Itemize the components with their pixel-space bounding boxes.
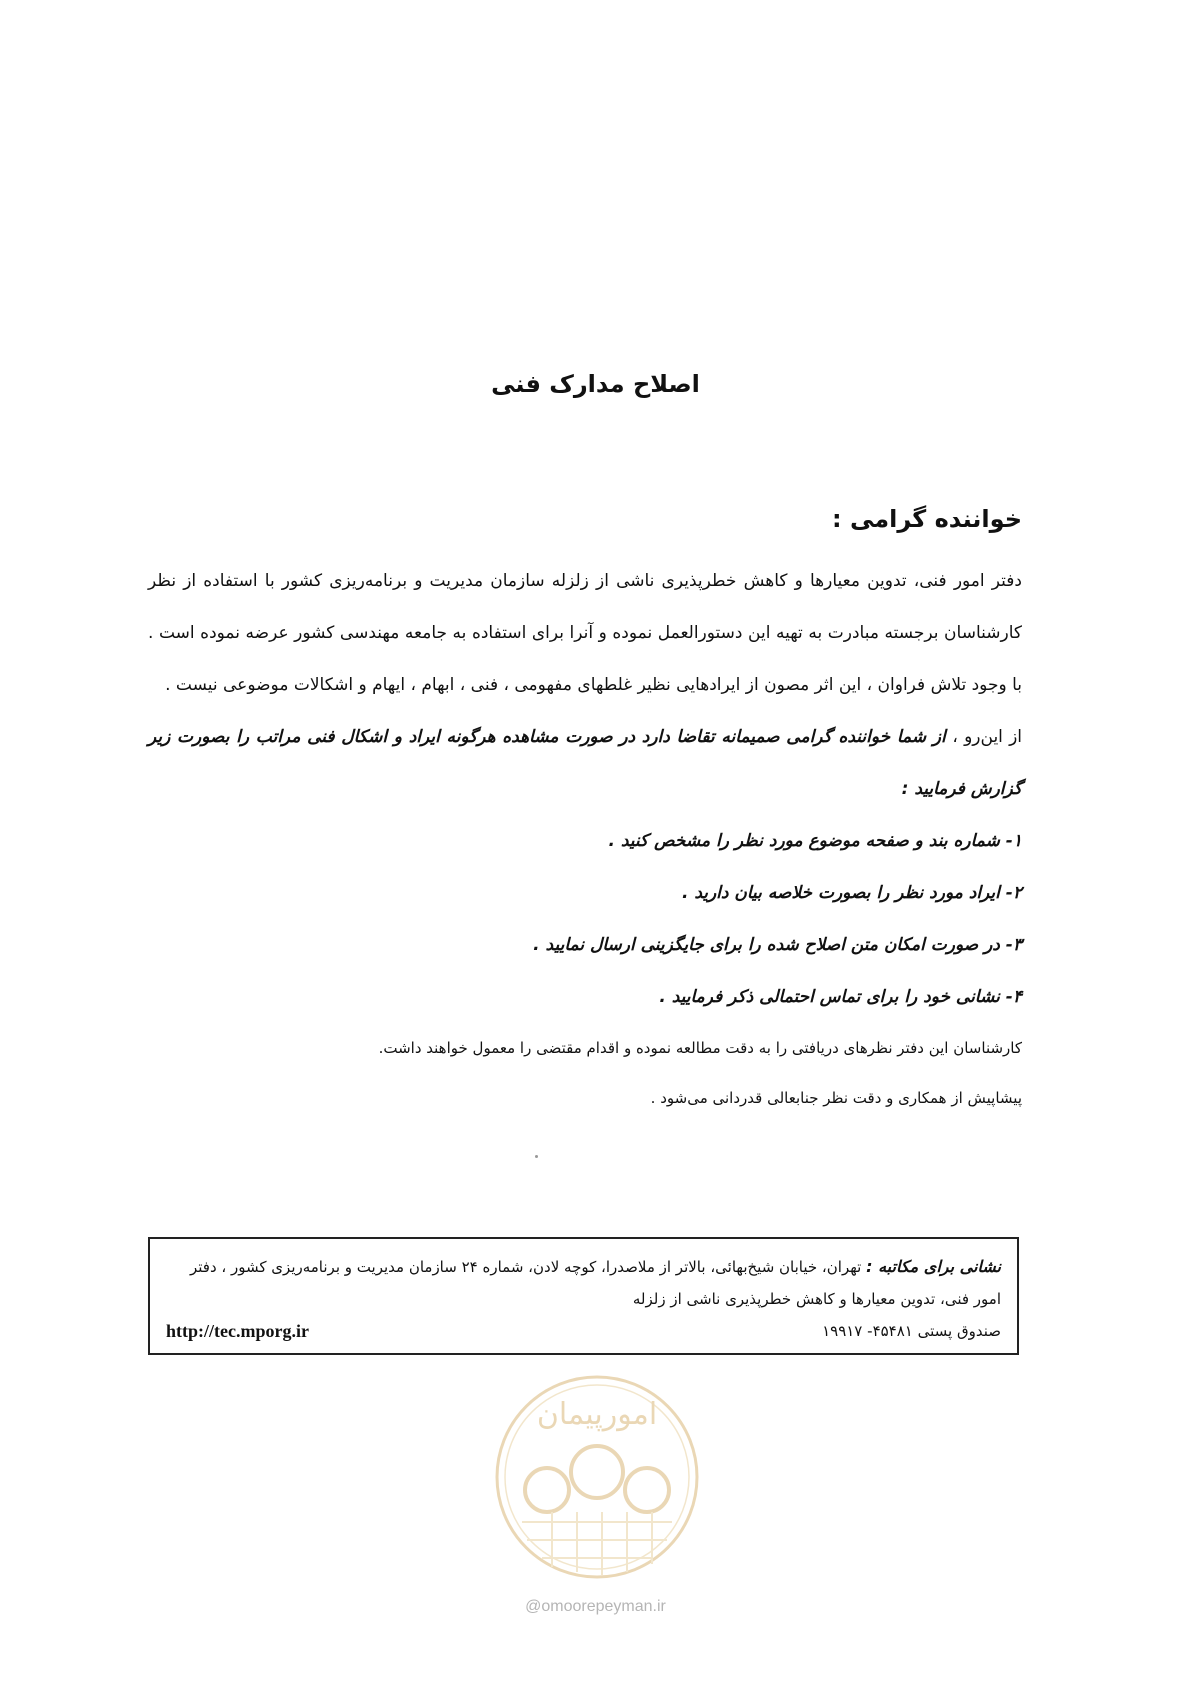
address-line: تهران، خیابان شیخ‌بهائی، بالاتر از ملاصدرا، کوچه لادن، شماره ۲۴ سازمان مدیریت و برنامه‌ریزی کشور ، دفتر امور فنی، تدوین معیارها و کاهش خطرپذیری ناشی از زلزله — [189, 1258, 1001, 1308]
address-footer-row — [166, 1315, 1001, 1347]
list-item: ۲- ایراد مورد نظر را بصورت خلاصه بیان دارید . — [681, 883, 1022, 903]
watermark-logo-text: امورپیمان — [536, 1397, 658, 1432]
request-text: از شما خواننده گرامی صمیمانه تقاضا دارد در صورت مشاهده هرگونه ایراد و اشکال فنی مراتب را بصورت زیر گزارش فرمایید : — [148, 727, 1022, 799]
watermark-logo — [492, 1372, 702, 1582]
stray-dot — [535, 1155, 538, 1158]
watermark-site-text: @omoorepeyman.ir — [525, 1598, 666, 1615]
address-text — [166, 1251, 1001, 1315]
request-paragraph — [148, 711, 1022, 815]
address-box — [148, 1237, 1019, 1355]
list-item: ۱- شماره بند و صفحه موضوع مورد نظر را مشخص کنید . — [608, 831, 1022, 851]
address-label: نشانی برای مکاتبه : — [866, 1257, 1001, 1276]
greeting-heading: خواننده گرامی : — [832, 505, 1022, 533]
website-link[interactable]: http://tec.mporg.ir — [166, 1321, 309, 1341]
document-body — [148, 505, 1022, 1123]
closing-line-review: کارشناسان این دفتر نظرهای دریافتی را به دقت مطالعه نموده و اقدام مقتضی را معمول خواهند داشت. — [378, 1039, 1022, 1057]
list-item: ۳- در صورت امکان متن اصلاح شده را برای جایگزینی ارسال نمایید . — [533, 935, 1022, 955]
list-item: ۴- نشانی خود را برای تماس احتمالی ذکر فرمایید . — [659, 987, 1022, 1007]
closing-line-thanks: پیشاپیش از همکاری و دقت نظر جنابعالی قدردانی می‌شود . — [650, 1089, 1022, 1107]
intro-paragraph: دفتر امور فنی، تدوین معیارها و کاهش خطرپذیری ناشی از زلزله سازمان مدیریت و برنامه‌ریزی کشور با استفاده از نظر کارشناسان برجسته مبادرت به تهیه این دستورالعمل نموده و آنرا برای استفاده به جامعه مهندسی کشور عرضه نموده است . با وجود تلاش فراوان ، این اثر مصون از ایرادهایی نظیر غلطهای مفهومی ، فنی ، ابهام ، ایهام و اشکالات موضوعی نیست . — [148, 571, 1022, 695]
request-prefix: از این‌رو ، — [952, 727, 1023, 747]
page-title: اصلاح مدارک فنی — [491, 370, 700, 398]
gear-icon — [525, 1446, 669, 1512]
grid-pattern — [522, 1512, 672, 1575]
po-box: صندوق پستی ۴۵۴۸۱- ۱۹۹۱۷ — [822, 1322, 1001, 1340]
